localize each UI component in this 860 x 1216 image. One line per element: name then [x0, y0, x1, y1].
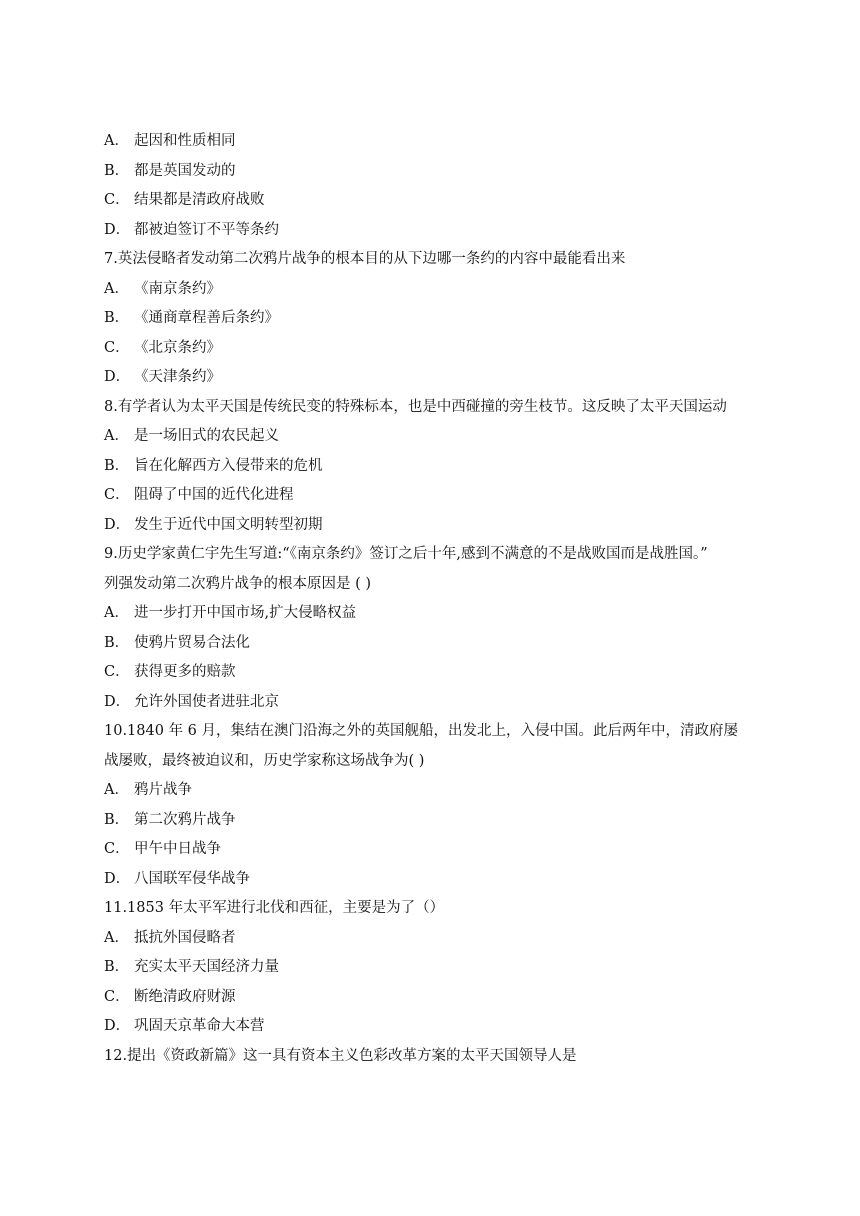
option-letter: C． — [104, 339, 130, 356]
option-text: 都是英国发动的 — [134, 162, 236, 179]
option-letter: B． — [104, 634, 130, 651]
option-a — [104, 422, 764, 452]
option-b — [104, 629, 764, 659]
option-text: 巩固天京革命大本营 — [134, 1018, 265, 1034]
option-letter: A． — [104, 605, 129, 621]
option-text: 发生于近代中国文明转型初期 — [134, 516, 323, 533]
option-a — [104, 127, 764, 157]
option-text: 《南京条约》 — [134, 280, 221, 297]
question-10-line-2: 战屡败，最终被迫议和，历史学家称这场战争为( ) — [104, 752, 425, 769]
option-d — [104, 1012, 764, 1042]
option-letter: B． — [104, 959, 130, 975]
option-letter: C． — [104, 487, 130, 503]
option-text: 进一步打开中国市场,扩大侵略权益 — [134, 605, 357, 621]
option-text: 抵抗外国侵略者 — [134, 929, 236, 946]
option-letter: D． — [104, 369, 131, 385]
option-d — [104, 688, 764, 718]
option-letter: B． — [104, 811, 130, 828]
option-text: 断绝清政府财源 — [134, 988, 236, 1005]
option-c — [104, 481, 764, 511]
option-text: 是一场旧式的农民起义 — [134, 428, 279, 444]
option-b — [104, 953, 764, 983]
option-d — [104, 865, 764, 895]
question-8: 8.有学者认为太平天国是传统民变的特殊标本，也是中西碰撞的旁生枝节。这反映了太平天国运动 — [104, 398, 727, 415]
option-b — [104, 304, 764, 334]
option-text: 《天津条约》 — [134, 369, 221, 385]
option-letter: B． — [104, 457, 130, 474]
option-b — [104, 452, 764, 482]
option-c — [104, 334, 764, 364]
option-a — [104, 776, 764, 806]
option-letter: A． — [104, 133, 129, 149]
question-12: 12.提出《资政新篇》这一具有资本主义色彩改革方案的太平天国领导人是 — [104, 1047, 577, 1064]
option-d — [104, 511, 764, 541]
option-text: 鸦片战争 — [134, 782, 192, 798]
option-letter: D． — [104, 221, 131, 238]
option-text: 《北京条约》 — [134, 339, 221, 356]
option-text: 阻碍了中国的近代化进程 — [134, 487, 294, 503]
option-b — [104, 806, 764, 836]
option-c — [104, 983, 764, 1013]
option-letter: C． — [104, 664, 130, 680]
option-text: 充实太平天国经济力量 — [134, 959, 279, 975]
option-b — [104, 157, 764, 187]
option-letter: A． — [104, 428, 129, 444]
document-content — [104, 127, 764, 1071]
option-letter: A． — [104, 280, 129, 297]
option-c — [104, 835, 764, 865]
option-letter: D． — [104, 516, 131, 533]
question-7: 7.英法侵略者发动第二次鸦片战争的根本目的从下边哪一条约的内容中最能看出来 — [104, 251, 626, 267]
option-text: 获得更多的赔款 — [134, 664, 236, 680]
option-d — [104, 363, 764, 393]
option-text: 第二次鸦片战争 — [134, 811, 236, 828]
option-letter: D． — [104, 1018, 131, 1034]
option-letter: A． — [104, 929, 129, 946]
option-letter: B． — [104, 310, 130, 326]
option-d — [104, 216, 764, 246]
option-letter: C． — [104, 841, 130, 857]
option-letter: A． — [104, 782, 129, 798]
option-text: 《通商章程善后条约》 — [134, 310, 279, 326]
option-letter: C． — [104, 192, 130, 208]
option-c — [104, 186, 764, 216]
question-10-line-1: 10.1840 年 6 月，集结在澳门沿海之外的英国舰船，出发北上，入侵中国。此后两年中，清政府屡 — [104, 723, 739, 739]
option-letter: B． — [104, 162, 130, 179]
option-text: 甲午中日战争 — [134, 841, 221, 857]
option-a — [104, 924, 764, 954]
option-letter: D． — [104, 693, 131, 710]
option-text: 允许外国使者进驻北京 — [134, 693, 279, 710]
option-text: 起因和性质相同 — [134, 133, 236, 149]
option-c — [104, 658, 764, 688]
option-text: 八国联军侵华战争 — [134, 870, 250, 887]
question-11: 11.1853 年太平军进行北伐和西征，主要是为了（） — [104, 900, 445, 916]
question-9-line-1: 9.历史学家黄仁宇先生写道:“《南京条约》签订之后十年,感到不满意的不是战败国而是战胜国。” — [104, 546, 708, 562]
option-text: 使鸦片贸易合法化 — [134, 634, 250, 651]
question-9-line-2: 列强发动第二次鸦片战争的根本原因是 ( ) — [104, 575, 372, 592]
option-text: 结果都是清政府战败 — [134, 192, 265, 208]
option-a — [104, 275, 764, 305]
option-text: 都被迫签订不平等条约 — [134, 221, 279, 238]
option-letter: D． — [104, 870, 131, 887]
option-a — [104, 599, 764, 629]
option-text: 旨在化解西方入侵带来的危机 — [134, 457, 323, 474]
option-letter: C． — [104, 988, 130, 1005]
